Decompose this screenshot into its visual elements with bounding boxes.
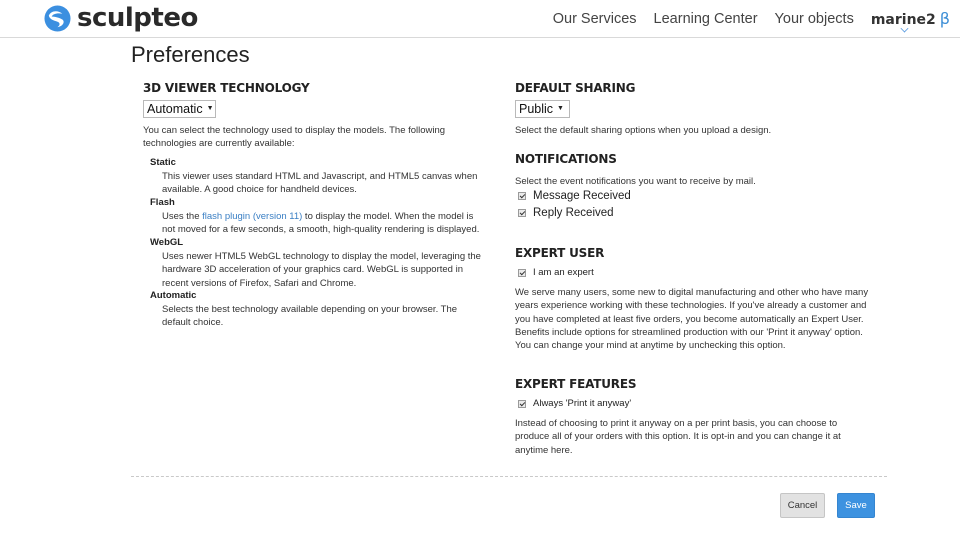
print-it-anyway-checkbox[interactable] <box>518 400 526 408</box>
cancel-button[interactable]: Cancel <box>780 493 825 518</box>
flash-plugin-link[interactable]: flash plugin (version 11) <box>202 211 303 222</box>
page-title: Preferences <box>131 42 250 67</box>
beta-badge: β <box>939 9 950 28</box>
print-it-anyway-option[interactable] <box>518 398 631 409</box>
sculpteo-logo-icon <box>44 5 71 32</box>
default-sharing-heading: DEFAULT SHARING <box>515 81 636 95</box>
expert-user-option[interactable] <box>518 267 594 278</box>
flash-desc-prefix: Uses the <box>162 211 203 222</box>
dropdown-arrow-icon: ▼ <box>557 105 564 112</box>
notification-option-message-received[interactable] <box>518 190 631 202</box>
save-button[interactable]: Save <box>837 493 875 518</box>
top-navigation-bar <box>0 0 960 38</box>
message-received-label: Message Received <box>533 190 631 202</box>
static-description: This viewer uses standard HTML and Javascript, and HTML5 canvas when available. A good choice for handheld devices. <box>162 171 478 196</box>
flash-description <box>162 210 487 237</box>
notifications-description: Select the event notifications you want to receive by mail. <box>515 176 756 187</box>
expert-features-description: Instead of choosing to print it anyway on a per print basis, you can choose to produce all of your orders with this option. It is opt-in and you can change it at anytime here. <box>515 418 841 456</box>
webgl-term: WebGL <box>150 237 184 248</box>
user-menu[interactable] <box>871 9 950 28</box>
viewer-intro-text: You can select the technology used to display the models. The following technologies are currently available: <box>143 125 446 150</box>
nav-our-services[interactable]: Our Services <box>552 10 637 27</box>
webgl-description: Uses newer HTML5 WebGL technology to display the model, leveraging the hardware 3D acceleration of your graphics card. WebGL is supported in recent versions of Firefox, Safari and Chrome. <box>162 251 481 289</box>
sculpteo-logo[interactable] <box>44 3 198 33</box>
dropdown-arrow-icon: ▼ <box>206 105 214 112</box>
automatic-description: Selects the best technology available depending on your browser. The default choice. <box>162 304 458 329</box>
flash-desc-suffix: to display the model. When the model is not moved for a few seconds, a smooth, high-quality rendering is displayed. <box>162 211 480 236</box>
footer-divider <box>131 476 887 477</box>
static-term: Static <box>150 157 176 168</box>
expert-user-description: We serve many users, some new to digital manufacturing and other who have many years experience working with these technologies. If you've already a customer and you have completed at least five orders, you become automatically an Expert User. Benefits include options for streamlined production with our 'Print it anyway' option. You can change your mind at anytime by unchecking this option. <box>515 287 869 352</box>
default-sharing-select[interactable] <box>515 100 570 118</box>
notification-option-reply-received[interactable] <box>518 207 614 219</box>
message-received-checkbox[interactable] <box>518 192 526 200</box>
expert-user-heading: EXPERT USER <box>515 246 605 260</box>
default-sharing-description: Select the default sharing options when you upload a design. <box>515 125 772 136</box>
nav-your-objects[interactable]: Your objects <box>774 10 854 27</box>
flash-term: Flash <box>150 197 175 208</box>
expert-user-checkbox[interactable] <box>518 269 526 277</box>
reply-received-label: Reply Received <box>533 207 614 219</box>
logo-wordmark: sculpteo <box>77 3 198 33</box>
notifications-heading: NOTIFICATIONS <box>515 152 617 166</box>
nav-learning-center[interactable]: Learning Center <box>653 10 758 27</box>
reply-received-checkbox[interactable] <box>518 209 526 217</box>
main-nav <box>536 9 950 28</box>
print-it-anyway-label: Always 'Print it anyway' <box>533 398 632 409</box>
default-sharing-value: Public <box>519 102 554 116</box>
viewer-technology-select[interactable] <box>143 100 216 118</box>
viewer-technology-value: Automatic <box>147 102 203 116</box>
expert-user-label: I am an expert <box>533 267 594 278</box>
viewer-technology-heading: 3D VIEWER TECHNOLOGY <box>143 81 310 95</box>
expert-features-heading: EXPERT FEATURES <box>515 377 637 391</box>
automatic-term: Automatic <box>150 290 197 301</box>
user-name: marine2 <box>870 12 936 28</box>
